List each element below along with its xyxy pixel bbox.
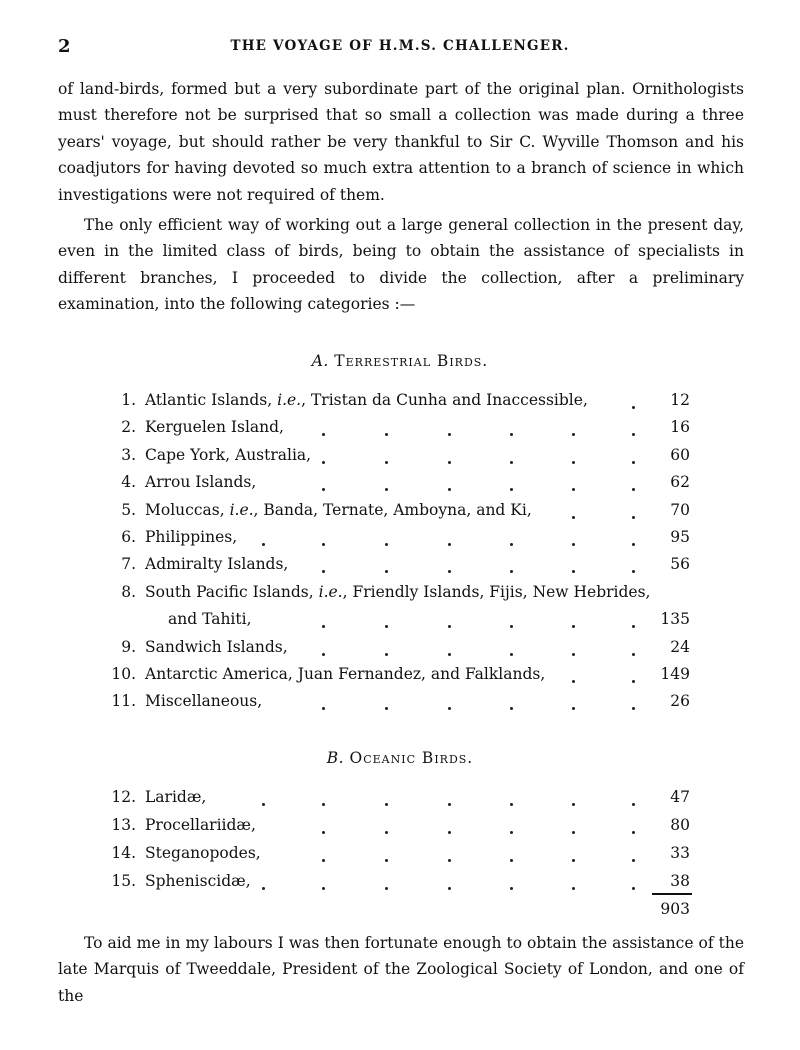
leader-dot bbox=[572, 707, 575, 710]
leader-dot bbox=[632, 433, 635, 436]
row-number: 3. bbox=[121, 445, 136, 464]
leader-dot bbox=[572, 570, 575, 573]
row-label-italic: i.e. bbox=[277, 391, 302, 409]
table-row bbox=[0, 844, 800, 868]
row-count: 47 bbox=[670, 788, 690, 806]
table-row bbox=[0, 583, 800, 607]
section-a-heading bbox=[0, 352, 800, 370]
leader-dot bbox=[385, 461, 388, 464]
leader-dot bbox=[385, 803, 388, 806]
leader-dot bbox=[322, 543, 325, 546]
leader-dot bbox=[572, 461, 575, 464]
leader-dot bbox=[322, 707, 325, 710]
row-label-text: Moluccas, bbox=[145, 500, 230, 519]
leader-dot bbox=[322, 859, 325, 862]
section-a-letter: A. bbox=[311, 352, 329, 370]
row-label-text: Miscellaneous, bbox=[145, 692, 263, 711]
row-number: 1. bbox=[121, 391, 136, 409]
table-row bbox=[0, 610, 800, 634]
leader-dot bbox=[572, 625, 575, 628]
leader-dot bbox=[322, 653, 325, 656]
leader-dot bbox=[632, 406, 635, 409]
row-count: 60 bbox=[670, 445, 690, 464]
row-count: 26 bbox=[670, 692, 690, 711]
leader-dot bbox=[572, 543, 575, 546]
leader-dot bbox=[385, 570, 388, 573]
leader-dot bbox=[572, 680, 575, 683]
leader-dot bbox=[632, 461, 635, 464]
page-number: 2 bbox=[58, 36, 72, 57]
leader-dot bbox=[572, 653, 575, 656]
leader-dot bbox=[322, 488, 325, 491]
row-count: 33 bbox=[670, 844, 690, 862]
leader-dot bbox=[510, 831, 513, 834]
paragraph-1: of land-birds, formed but a very subordinate part of the original plan. Ornithologists must therefore not be surprised that so small a collection was made during a three years' voyage, but should rather be very thankful to Sir C. Wyville Thomson and his coadjutors for having devoted so much extra attention to a branch of science in which investigations were not required of them. bbox=[58, 80, 744, 204]
row-count: 70 bbox=[670, 500, 690, 519]
leader-dot bbox=[448, 707, 451, 710]
leader-dot bbox=[632, 653, 635, 656]
total-rule bbox=[652, 893, 692, 895]
table-row bbox=[0, 692, 800, 716]
leader-dot bbox=[572, 859, 575, 862]
row-count: 95 bbox=[670, 528, 690, 546]
leader-dot bbox=[510, 625, 513, 628]
row-label-text-cont: , Banda, Ternate, Amboyna, and Ki, bbox=[253, 500, 532, 519]
table-row bbox=[0, 665, 800, 689]
section-b-title: Oceanic Birds. bbox=[349, 749, 474, 767]
leader-dot bbox=[262, 887, 265, 890]
leader-dot bbox=[448, 461, 451, 464]
leader-dot bbox=[448, 859, 451, 862]
leader-dot bbox=[322, 461, 325, 464]
leader-dot bbox=[448, 887, 451, 890]
leader-dot bbox=[262, 803, 265, 806]
leader-dot bbox=[510, 887, 513, 890]
leader-dot bbox=[632, 625, 635, 628]
leader-dot bbox=[632, 707, 635, 710]
leader-dot bbox=[448, 653, 451, 656]
leader-dot bbox=[572, 516, 575, 519]
section-b-letter: B. bbox=[326, 749, 345, 767]
leader-dot bbox=[322, 803, 325, 806]
leader-dot bbox=[510, 488, 513, 491]
leader-dot bbox=[510, 570, 513, 573]
leader-dot bbox=[385, 543, 388, 546]
leader-dot bbox=[510, 803, 513, 806]
leader-dot bbox=[632, 570, 635, 573]
table-row bbox=[0, 391, 800, 415]
table-row bbox=[0, 555, 800, 579]
running-title: THE VOYAGE OF H.M.S. CHALLENGER. bbox=[230, 38, 570, 54]
table-row bbox=[0, 638, 800, 662]
row-number: 7. bbox=[121, 555, 136, 574]
leader-dot bbox=[385, 859, 388, 862]
leader-dot bbox=[572, 803, 575, 806]
row-label-text: Atlantic Islands, bbox=[145, 391, 278, 409]
leader-dot bbox=[510, 433, 513, 436]
leader-dot bbox=[632, 488, 635, 491]
leader-dot bbox=[448, 625, 451, 628]
row-label-text: Spheniscidæ, bbox=[145, 872, 251, 890]
leader-dot bbox=[632, 516, 635, 519]
leader-dot bbox=[632, 859, 635, 862]
leader-dot bbox=[448, 803, 451, 806]
leader-dot bbox=[448, 488, 451, 491]
leader-dot bbox=[385, 707, 388, 710]
row-label-text: Admiralty Islands, bbox=[145, 555, 289, 574]
row-number: 11. bbox=[111, 692, 136, 711]
row-label-text: Steganopodes, bbox=[145, 844, 261, 862]
leader-dot bbox=[385, 887, 388, 890]
leader-dot bbox=[385, 488, 388, 491]
row-label-italic: i.e. bbox=[229, 500, 254, 519]
leader-dot bbox=[572, 433, 575, 436]
row-number: 4. bbox=[121, 473, 136, 492]
leader-dot bbox=[262, 543, 265, 546]
table-row bbox=[0, 501, 800, 525]
row-number: 8. bbox=[121, 582, 136, 601]
row-label-text-cont: , Friendly Islands, Fijis, New Hebrides, bbox=[342, 582, 651, 601]
row-label-text: Laridæ, bbox=[145, 788, 207, 806]
table-row bbox=[0, 418, 800, 442]
row-label-text: Arrou Islands, bbox=[145, 473, 257, 492]
row-number: 9. bbox=[121, 637, 136, 656]
row-number: 5. bbox=[121, 500, 136, 519]
leader-dot bbox=[448, 543, 451, 546]
section-b-heading bbox=[0, 749, 800, 767]
leader-dot bbox=[385, 653, 388, 656]
row-number: 13. bbox=[111, 816, 136, 834]
leader-dot bbox=[510, 461, 513, 464]
row-label-text: South Pacific Islands, bbox=[145, 582, 319, 601]
leader-dot bbox=[322, 570, 325, 573]
leader-dot bbox=[322, 433, 325, 436]
leader-dot bbox=[510, 707, 513, 710]
leader-dot bbox=[448, 831, 451, 834]
leader-dot bbox=[448, 570, 451, 573]
row-label-text: and Tahiti, bbox=[168, 610, 252, 629]
row-label-italic: i.e. bbox=[318, 582, 343, 601]
row-number: 10. bbox=[111, 665, 136, 683]
row-label-text: Philippines, bbox=[145, 528, 238, 546]
leader-dot bbox=[632, 543, 635, 546]
row-label-text: Sandwich Islands, bbox=[145, 637, 288, 656]
row-label-text: Procellariidæ, bbox=[145, 816, 256, 834]
leader-dot bbox=[632, 831, 635, 834]
leader-dot bbox=[510, 543, 513, 546]
row-count: 38 bbox=[670, 872, 690, 890]
leader-dot bbox=[632, 803, 635, 806]
row-number: 6. bbox=[121, 528, 136, 546]
table-row bbox=[0, 528, 800, 552]
row-number: 15. bbox=[111, 872, 136, 890]
row-count: 62 bbox=[670, 473, 690, 492]
leader-dot bbox=[510, 859, 513, 862]
row-label-text: Antarctic America, Juan Fernandez, and Falklands, bbox=[145, 665, 546, 683]
row-label-text: Kerguelen Island, bbox=[145, 418, 284, 437]
row-count: 12 bbox=[670, 391, 690, 409]
leader-dot bbox=[572, 831, 575, 834]
row-number: 2. bbox=[121, 418, 136, 437]
paragraph-2: The only efficient way of working out a large general collection in the present day, even in the limited class of birds, being to obtain the assistance of specialists in different branches, I proceeded to divide the collection, after a preliminary examination, into the following categories :— bbox=[58, 216, 744, 314]
row-count: 80 bbox=[670, 816, 690, 834]
leader-dot bbox=[572, 488, 575, 491]
leader-dot bbox=[572, 887, 575, 890]
table-row bbox=[0, 473, 800, 497]
leader-dot bbox=[385, 831, 388, 834]
table-row bbox=[0, 816, 800, 840]
row-number: 14. bbox=[111, 844, 136, 862]
row-label-text-cont: , Tristan da Cunha and Inaccessible, bbox=[301, 391, 588, 409]
section-a-title: Terrestrial Birds. bbox=[334, 352, 489, 370]
leader-dot bbox=[448, 433, 451, 436]
leader-dot bbox=[322, 831, 325, 834]
leader-dot bbox=[385, 433, 388, 436]
table-row bbox=[0, 446, 800, 470]
leader-dot bbox=[632, 887, 635, 890]
row-count: 135 bbox=[660, 610, 690, 629]
leader-dot bbox=[632, 680, 635, 683]
row-count: 16 bbox=[670, 418, 690, 437]
row-label-text: Cape York, Australia, bbox=[145, 445, 312, 464]
paragraph-3: To aid me in my labours I was then fortunate enough to obtain the assistance of the late Marquis of Tweeddale, President of the Zoological Society of London, and one of the bbox=[58, 934, 744, 1005]
leader-dot bbox=[322, 625, 325, 628]
row-count: 24 bbox=[670, 637, 690, 656]
leader-dot bbox=[322, 887, 325, 890]
leader-dot bbox=[510, 653, 513, 656]
row-label bbox=[145, 583, 650, 601]
row-number: 12. bbox=[111, 788, 136, 806]
leader-dot bbox=[385, 625, 388, 628]
total-count: 903 bbox=[660, 900, 690, 918]
row-count: 149 bbox=[660, 665, 690, 683]
table-row bbox=[0, 788, 800, 812]
row-count: 56 bbox=[670, 555, 690, 574]
